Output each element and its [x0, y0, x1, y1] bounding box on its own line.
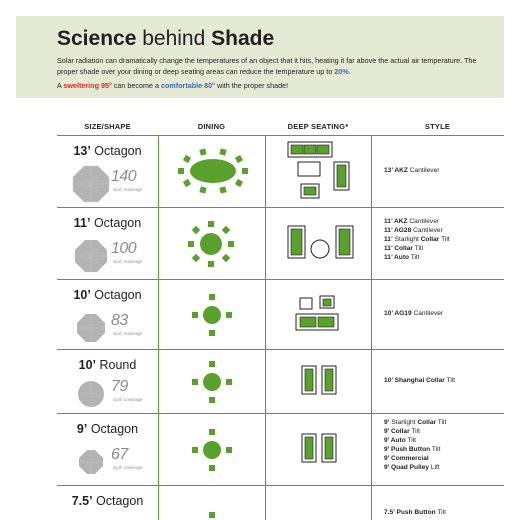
- small-round-table-icon: [190, 510, 234, 520]
- octagon-umbrella-icon: [71, 236, 111, 276]
- dining-cell: [158, 486, 265, 520]
- style-cell: [371, 486, 504, 520]
- style-item: 9’ Push Button Tilt: [384, 446, 441, 453]
- small-round-table-icon: [190, 359, 234, 405]
- size-cell: [57, 414, 158, 485]
- size-label: 11’ Octagon: [73, 216, 142, 230]
- coverage-unit: sq.ft. coverage: [113, 187, 143, 192]
- style-item: 13’ AKZ Cantilever: [384, 167, 440, 174]
- table-row: [57, 486, 504, 520]
- style-item: 9’ Quad Pulley Lift: [384, 464, 440, 471]
- size-label: 7.5’ Octagon: [71, 494, 144, 508]
- size-cell: [57, 208, 158, 279]
- small-round-table-icon: [190, 427, 234, 473]
- style-cell: [371, 280, 504, 349]
- size-label: 13’ Octagon: [73, 144, 142, 158]
- table-row: [57, 280, 504, 350]
- dining-cell: [158, 414, 265, 485]
- style-list: [384, 376, 455, 385]
- loveseat-pair-icon: [286, 224, 356, 264]
- style-item: 10’ AG19 Cantilever: [384, 310, 444, 317]
- dining-cell: [158, 350, 265, 413]
- size-label: 9’ Octagon: [76, 422, 139, 436]
- octagon-umbrella-icon: [71, 308, 111, 348]
- header-deep-seating: DEEP SEATING*: [287, 122, 349, 131]
- style-list: [384, 418, 446, 472]
- size-label: 10’ Octagon: [73, 288, 142, 302]
- intro-text: Solar radiation can dramatically change the temperatures of an object that it hits, heating it far above the actual air temperature. The proper shade over your dining or deep seating areas can reduce the temperature up to 20%.: [57, 56, 477, 76]
- chair-pair-icon: [300, 364, 340, 400]
- style-list: [384, 508, 446, 517]
- coverage-badge: [71, 442, 151, 482]
- table-row: [57, 136, 504, 208]
- style-item: 7.5’ Push Button Tilt: [384, 509, 446, 516]
- coverage-value: 67: [111, 446, 128, 463]
- table-row: [57, 414, 504, 486]
- header-style: STYLE: [424, 122, 451, 131]
- style-item: 11’ Collar Tilt: [384, 245, 424, 252]
- size-cell: [57, 350, 158, 413]
- style-item: 11’ Auto Tilt: [384, 254, 420, 261]
- round-umbrella-icon: [71, 376, 111, 416]
- coverage-badge: [71, 236, 151, 276]
- size-label: 10’ Round: [78, 358, 137, 372]
- style-list: [384, 309, 443, 318]
- coverage-badge: [71, 376, 151, 416]
- style-list: [384, 166, 439, 175]
- deep-seating-cell: [265, 280, 371, 349]
- dining-cell: [158, 208, 265, 279]
- shade-size-table: [57, 118, 504, 520]
- deep-seating-cell: [265, 136, 371, 207]
- style-item: 10’ Shanghai Collar Tilt: [384, 377, 456, 384]
- page-title: Science behind Shade: [57, 27, 275, 50]
- deep-seating-cell: [265, 414, 371, 485]
- coverage-unit: sq.ft. coverage: [113, 331, 143, 336]
- coverage-value: 79: [111, 378, 128, 395]
- sofa-chair-icon: [294, 294, 344, 334]
- coverage-unit: sq.ft. coverage: [113, 397, 143, 402]
- coverage-value: 140: [111, 168, 137, 185]
- coverage-badge: [71, 308, 151, 348]
- table-row: [57, 350, 504, 414]
- style-item: 11’ Starlight Collar Tilt: [384, 236, 450, 243]
- size-cell: [57, 136, 158, 207]
- sectional-sofa-icon: [286, 140, 356, 202]
- header-dining: DINING: [197, 122, 226, 131]
- coverage-value: 83: [111, 312, 128, 329]
- octagon-umbrella-icon: [71, 164, 111, 204]
- deep-seating-cell: [265, 350, 371, 413]
- size-cell: [57, 486, 158, 520]
- coverage-unit: sq.ft. coverage: [113, 259, 143, 264]
- chair-pair-icon: [300, 432, 340, 468]
- table-header: [57, 118, 504, 136]
- style-item: 9’ Starlight Collar Tilt: [384, 419, 447, 426]
- style-cell: [371, 208, 504, 279]
- dining-cell: [158, 280, 265, 349]
- style-cell: [371, 350, 504, 413]
- header-banner: [16, 16, 504, 98]
- style-item: 11’ AG28 Cantilever: [384, 227, 443, 234]
- octagon-umbrella-icon: [71, 442, 111, 482]
- deep-seating-cell: [265, 486, 371, 520]
- style-item: 9’ Collar Tilt: [384, 428, 420, 435]
- style-cell: [371, 414, 504, 485]
- style-list: [384, 217, 450, 262]
- deep-seating-cell: [265, 208, 371, 279]
- round-dining-table-icon: [183, 218, 239, 270]
- coverage-unit: sq.ft. coverage: [113, 465, 143, 470]
- style-cell: [371, 136, 504, 207]
- oval-dining-table-icon: [173, 146, 253, 196]
- header-size-shape: SIZE/SHAPE: [84, 122, 131, 131]
- coverage-value: 100: [111, 240, 137, 257]
- intro-tagline: A sweltering 95° can become a comfortable 80° with the proper shade!: [57, 81, 289, 90]
- style-item: 11’ AKZ Cantilever: [384, 218, 440, 225]
- size-cell: [57, 280, 158, 349]
- table-row: [57, 208, 504, 280]
- small-round-table-icon: [190, 292, 234, 338]
- style-item: 9’ Commercial: [384, 455, 429, 462]
- style-item: 9’ Auto Tilt: [384, 437, 417, 444]
- coverage-badge: [71, 164, 151, 204]
- dining-cell: [158, 136, 265, 207]
